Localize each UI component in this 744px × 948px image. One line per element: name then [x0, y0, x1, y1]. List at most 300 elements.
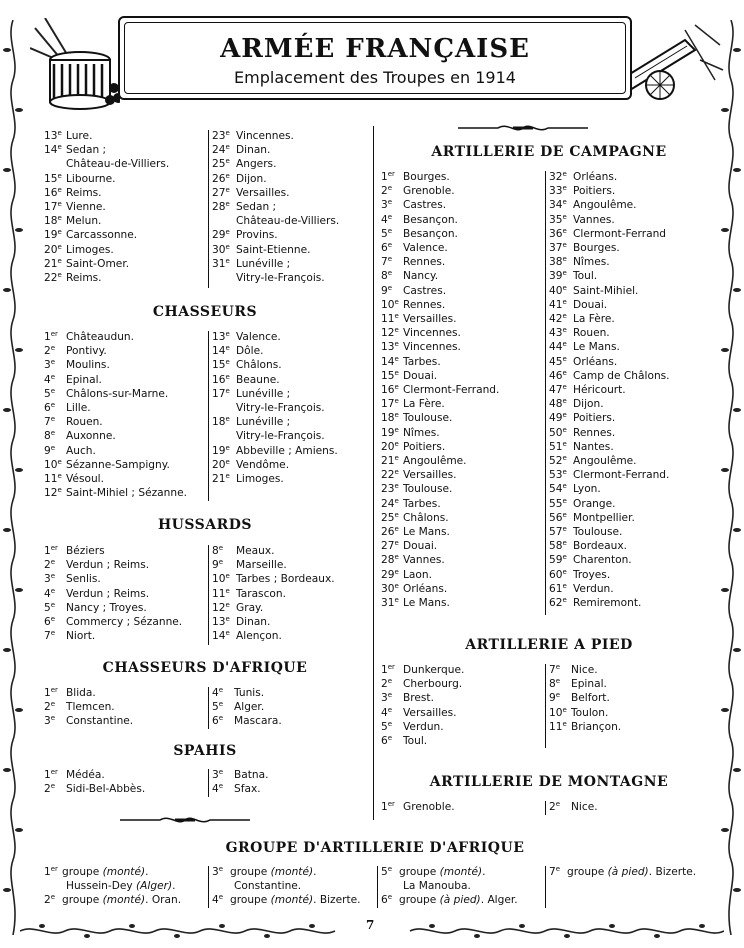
list-item — [212, 129, 339, 143]
group-number: 2e — [44, 893, 56, 907]
garrison-location: Sedan ; — [66, 144, 107, 157]
garrison-location: Vitry-le-François. — [236, 430, 325, 443]
regiment-number: 11e — [44, 472, 62, 486]
list-item — [212, 686, 282, 700]
garrison-location: Gray. — [236, 601, 264, 614]
artillerie-pied-col1 — [381, 663, 464, 748]
flourish-ornament-icon — [458, 122, 588, 134]
regiment-number: 7e — [44, 415, 56, 429]
list-item — [44, 129, 169, 143]
regiment-number: 14e — [212, 344, 230, 358]
garrison-location: Versailles. — [236, 186, 290, 199]
regiment-number: 18e — [212, 415, 230, 429]
regiment-number: 31e — [212, 256, 230, 270]
list-item — [212, 615, 335, 629]
list-item — [381, 865, 518, 879]
list-item — [381, 326, 499, 340]
list-item — [44, 615, 182, 629]
list-item — [44, 257, 169, 271]
garrison-location: Constantine. — [66, 715, 134, 728]
list-item — [44, 601, 182, 615]
regiment-number: 29e — [212, 228, 230, 242]
chasseurs-col2 — [212, 330, 338, 486]
list-item — [549, 326, 670, 340]
regiment-number: 55e — [549, 496, 567, 510]
garrison-location: Le Mans. — [403, 597, 450, 610]
regiment-number: 4e — [381, 212, 393, 226]
list-item — [44, 444, 187, 458]
regiment-number: 5e — [44, 386, 56, 400]
garrison-location: La Fère. — [573, 313, 615, 326]
list-item — [212, 865, 361, 879]
garrison-location: Montpellier. — [573, 511, 635, 524]
regiment-number: 7e — [44, 629, 56, 643]
list-item — [212, 768, 269, 782]
list-item — [549, 383, 670, 397]
regiment-number: 45e — [549, 354, 567, 368]
regiment-number: 16e — [381, 383, 399, 397]
list-item — [549, 340, 670, 354]
garrison-location: Orange. — [573, 497, 616, 510]
list-item — [549, 255, 670, 269]
group-text: groupe — [62, 894, 103, 907]
group-number: 7e — [549, 865, 561, 878]
garrison-location: Poitiers. — [403, 440, 446, 453]
list-item — [44, 700, 133, 714]
list-item — [549, 497, 670, 511]
garrison-location: Saint-Mihiel ; Sézanne. — [66, 487, 187, 500]
section-title-chasseurs: CHASSEURS — [152, 304, 258, 320]
group-text: groupe — [399, 866, 440, 878]
list-item — [381, 411, 499, 425]
list-item — [381, 525, 499, 539]
regiment-number: 21e — [44, 256, 62, 270]
garrison-location: Charenton. — [573, 554, 632, 567]
garrison-location: Le Mans. — [403, 526, 450, 539]
regiment-number: 58e — [549, 539, 567, 553]
garrison-location: Cherbourg. — [403, 678, 463, 691]
list-item — [549, 411, 670, 425]
regiment-number: 43e — [549, 326, 567, 340]
garrison-location: Vannes. — [403, 554, 445, 567]
list-item — [549, 468, 670, 482]
regiment-number: 5e — [381, 719, 393, 733]
garrison-location: Dinan. — [236, 616, 271, 629]
garrison-location: Douai. — [403, 369, 438, 382]
list-item — [44, 186, 169, 200]
garrison-location: Orléans. — [573, 355, 618, 368]
garrison-location: Lunéville ; — [236, 257, 291, 270]
group-location: . — [145, 866, 149, 878]
regiment-number: 2e — [44, 344, 56, 358]
list-item — [381, 596, 499, 610]
list-item — [44, 157, 169, 171]
list-item — [549, 269, 670, 283]
garrison-location: Héricourt. — [573, 384, 626, 397]
list-item — [549, 539, 670, 553]
regiment-number: 15e — [44, 171, 62, 185]
garrison-location: Saint-Omer. — [66, 257, 130, 270]
garrison-location: Mascara. — [234, 715, 282, 728]
regiment-number: 2e — [44, 782, 56, 796]
garrison-location: Tlemcen. — [66, 701, 115, 714]
list-item — [212, 358, 338, 372]
regiment-number: 15e — [212, 358, 230, 372]
regiment-number: 14e — [381, 354, 399, 368]
garrison-location: Vannes. — [573, 213, 615, 226]
garrison-location: Angoulême. — [573, 199, 637, 212]
list-item — [549, 227, 670, 241]
garrison-location: Châlons-sur-Marne. — [66, 387, 169, 400]
regiment-number: 25e — [381, 510, 399, 524]
garrison-location: Grenoble. — [403, 801, 455, 813]
garrison-location: Angers. — [236, 158, 277, 171]
garrison-location: Senlis. — [66, 573, 101, 586]
list-item — [212, 243, 339, 257]
group-location: . Bizerte. — [648, 866, 697, 878]
regiment-number: 1er — [44, 544, 58, 557]
regiment-number: 9e — [44, 443, 56, 457]
page-title: ARMÉE FRANÇAISE — [220, 34, 530, 64]
list-item — [44, 768, 145, 782]
garrison-location: Sézanne-Sampigny. — [66, 458, 170, 471]
regiment-number: 20e — [381, 439, 399, 453]
regiment-number: 26e — [212, 171, 230, 185]
garrison-location: Douai. — [403, 540, 438, 553]
list-item — [44, 429, 187, 443]
regiment-number: 8e — [44, 429, 56, 443]
list-item — [549, 865, 696, 879]
garrison-location: Angoulême. — [403, 455, 467, 468]
chasseurs-col1 — [44, 330, 187, 500]
list-item — [381, 511, 499, 525]
garrison-location: Valence. — [403, 242, 448, 255]
regiment-number: 12e — [381, 326, 399, 340]
regiment-number: 2e — [44, 700, 56, 714]
regiment-number: 7e — [381, 255, 393, 269]
chasseurs-afrique-col1 — [44, 686, 133, 729]
garrison-location: Pontivy. — [66, 345, 107, 358]
regiment-number: 6e — [381, 734, 393, 748]
regiment-number: 10e — [381, 297, 399, 311]
group-text: La Manouba. — [403, 880, 471, 893]
list-item — [549, 596, 670, 610]
garrison-location: Carcassonne. — [66, 229, 138, 242]
garrison-location: Briançon. — [571, 720, 622, 733]
regiment-number: 30e — [212, 242, 230, 256]
artillerie-pied-col2 — [549, 663, 621, 734]
garrison-location: Limoges. — [236, 473, 284, 486]
list-item — [44, 472, 187, 486]
spahis-separator — [208, 769, 209, 797]
list-item — [381, 227, 499, 241]
regiment-number: 19e — [381, 425, 399, 439]
garrison-location: Meaux. — [236, 545, 275, 557]
list-item — [44, 401, 187, 415]
group-text: Constantine. — [234, 880, 302, 893]
garrison-location: Châlons. — [403, 511, 449, 524]
garrison-location: Provins. — [236, 229, 278, 242]
regiment-number: 51e — [549, 439, 567, 453]
list-item — [44, 879, 181, 893]
regiment-number: 9e — [549, 691, 561, 705]
regiment-number: 24e — [381, 496, 399, 510]
list-item — [549, 525, 670, 539]
list-item — [381, 582, 499, 596]
regiment-number: 1er — [44, 686, 58, 699]
list-item — [212, 143, 339, 157]
list-item — [549, 312, 670, 326]
list-item — [549, 482, 670, 496]
garrison-location: Versailles. — [403, 706, 457, 719]
regiment-number: 47e — [549, 383, 567, 397]
garrison-location: Toul. — [573, 270, 598, 283]
list-item — [212, 257, 339, 271]
regiment-number: 23e — [381, 482, 399, 496]
list-item — [381, 468, 499, 482]
artillerie-campagne-col2 — [549, 170, 670, 610]
regiment-number: 17e — [212, 386, 230, 400]
regiment-number: 21e — [212, 472, 230, 486]
list-item — [212, 172, 339, 186]
garrison-location: Rennes. — [403, 298, 446, 311]
regiment-number: 27e — [381, 539, 399, 553]
list-item — [549, 800, 598, 814]
list-item — [212, 472, 338, 486]
garrison-location: Versailles. — [403, 313, 457, 326]
list-item — [381, 284, 499, 298]
list-item — [549, 170, 670, 184]
garrison-location: Auxonne. — [66, 430, 116, 443]
garrison-location: Besançon. — [403, 227, 458, 240]
list-item — [381, 440, 499, 454]
list-item — [549, 284, 670, 298]
regiment-number: 24e — [212, 143, 230, 157]
regiment-number: 39e — [549, 269, 567, 283]
garrison-location: Saint-Mihiel. — [573, 284, 639, 297]
regiment-number: 27e — [212, 185, 230, 199]
regiment-number: 46e — [549, 368, 567, 382]
groupe-afrique-col1 — [44, 865, 181, 908]
garrison-location: Troyes. — [573, 568, 611, 581]
group-location: . Oran. — [145, 894, 182, 907]
regiment-number: 49e — [549, 411, 567, 425]
list-item — [212, 587, 335, 601]
chasseurs-afrique-separator — [208, 687, 209, 729]
list-item — [212, 629, 335, 643]
regiment-number: 22e — [381, 468, 399, 482]
regiment-number: 35e — [549, 212, 567, 226]
list-item — [381, 482, 499, 496]
garrison-location: Vitry-le-François. — [236, 272, 325, 285]
garrison-location: Limoges. — [66, 243, 114, 256]
garrison-location: Nancy. — [403, 270, 439, 283]
garrison-location: Nantes. — [573, 440, 614, 453]
list-item — [549, 369, 670, 383]
list-item — [381, 539, 499, 553]
regiment-number: 10e — [44, 457, 62, 471]
list-item — [44, 893, 181, 907]
list-item — [381, 213, 499, 227]
garrison-location: Toul. — [403, 735, 428, 748]
regiment-number: 48e — [549, 397, 567, 411]
group-number: 1er — [44, 865, 58, 878]
vine-border-left — [2, 20, 24, 935]
garrison-location: Château-de-Villiers. — [66, 158, 170, 171]
garrison-location: Lyon. — [573, 483, 601, 496]
garrison-location: Libourne. — [66, 172, 116, 185]
list-item — [44, 358, 187, 372]
garrison-location: Poitiers. — [573, 412, 616, 425]
regiment-number: 12e — [212, 600, 230, 614]
regiment-number: 13e — [212, 615, 230, 629]
garrison-location: Versailles. — [403, 469, 457, 482]
garrison-location: Médéa. — [66, 769, 105, 781]
regiment-number: 2e — [549, 800, 561, 813]
artillerie-montagne-col2 — [549, 800, 598, 814]
list-item — [44, 214, 169, 228]
garrison-location: La Fère. — [403, 398, 445, 411]
list-item — [381, 706, 464, 720]
regiment-number: 18e — [44, 214, 62, 228]
garrison-location: Bordeaux. — [573, 540, 628, 553]
garrison-location: Besançon. — [403, 213, 458, 226]
regiment-number: 22e — [44, 271, 62, 285]
list-item — [44, 714, 133, 728]
garrison-location: Châlons. — [236, 359, 282, 372]
garrison-location: Reims. — [66, 272, 102, 285]
list-item — [212, 458, 338, 472]
list-item — [212, 700, 282, 714]
regiment-number: 59e — [549, 553, 567, 567]
group-type: (monté) — [102, 894, 146, 907]
list-item — [381, 312, 499, 326]
list-item — [212, 714, 282, 728]
list-item — [212, 344, 338, 358]
list-item — [212, 544, 335, 558]
garrison-location: Tarascon. — [236, 587, 286, 600]
garrison-location: Douai. — [573, 298, 608, 311]
regiment-number: 6e — [212, 714, 224, 728]
regiment-number: 1er — [44, 330, 58, 343]
list-item — [44, 686, 133, 700]
garrison-location: Lille. — [66, 402, 91, 415]
regiment-number: 36e — [549, 226, 567, 240]
regiment-number: 23e — [212, 129, 230, 142]
group-type: (monté) — [102, 866, 146, 878]
garrison-location: Rouen. — [573, 327, 610, 340]
garrison-location: Dinan. — [236, 144, 271, 157]
regiment-number: 3e — [44, 572, 56, 586]
drum-illustration-icon — [30, 18, 120, 118]
groupe-afrique-col2 — [212, 865, 361, 908]
list-item — [44, 544, 182, 558]
garrison-location: Le Mans. — [573, 341, 620, 354]
regiment-number: 29e — [381, 567, 399, 581]
regiment-number: 4e — [212, 686, 224, 699]
garrison-location: Clermont-Ferrand. — [573, 469, 670, 482]
groupe-afrique-col3 — [381, 865, 518, 908]
regiment-number: 18e — [381, 411, 399, 425]
artillerie-pied-separator — [545, 664, 546, 748]
list-item — [549, 397, 670, 411]
garrison-location: Marseille. — [236, 559, 287, 572]
group-location: . — [313, 866, 317, 878]
regiment-number: 8e — [381, 269, 393, 283]
list-item — [549, 677, 621, 691]
list-item — [212, 415, 338, 429]
garrison-location: Beaune. — [236, 373, 280, 386]
spahis-col2 — [212, 768, 269, 796]
regiment-number: 2e — [381, 184, 393, 198]
group-location: . Bizerte. — [313, 894, 361, 907]
list-item — [549, 511, 670, 525]
group-type: (monté) — [270, 866, 314, 878]
regiment-number: 56e — [549, 510, 567, 524]
garrison-location: Château-de-Villiers. — [236, 215, 340, 228]
garrison-location: Vincennes. — [403, 327, 461, 340]
group-type: (monté) — [270, 894, 314, 907]
garrison-location: Rouen. — [66, 416, 103, 429]
section-title-artillerie-campagne: ARTILLERIE DE CAMPAGNE — [431, 144, 667, 160]
garrison-location: Saint-Etienne. — [236, 243, 311, 256]
garrison-location: Laon. — [403, 568, 432, 581]
list-item — [381, 369, 499, 383]
garrison-location: Toulouse. — [403, 483, 453, 496]
garrison-location: Nîmes. — [573, 256, 610, 269]
flourish-ornament-icon — [120, 814, 250, 826]
list-item — [44, 865, 181, 879]
list-item — [381, 170, 499, 184]
list-item — [381, 340, 499, 354]
list-item — [381, 269, 499, 283]
list-item — [212, 444, 338, 458]
garrison-location: Remiremont. — [573, 597, 642, 610]
group-type: (monté) — [439, 866, 483, 878]
hussards-col1 — [44, 544, 182, 643]
garrison-location: Angoulême. — [573, 455, 637, 468]
list-item — [44, 572, 182, 586]
garrison-location: Vendôme. — [236, 458, 290, 471]
list-item — [44, 558, 182, 572]
list-item — [212, 572, 335, 586]
list-item — [549, 184, 670, 198]
regiment-number: 9e — [381, 283, 393, 297]
regiment-number: 5e — [381, 226, 393, 240]
garrison-location: Batna. — [234, 769, 269, 781]
list-item — [212, 330, 338, 344]
top-list-col1 — [44, 129, 169, 285]
regiment-number: 10e — [212, 572, 230, 586]
garrison-location: Belfort. — [571, 692, 610, 705]
list-item — [44, 243, 169, 257]
group-number: 3e — [212, 865, 224, 878]
garrison-location: Béziers — [66, 545, 105, 557]
regiment-number: 13e — [212, 330, 230, 343]
garrison-location: Alençon. — [236, 630, 282, 643]
top-list-separator — [208, 130, 209, 288]
group-text: groupe — [230, 894, 271, 907]
list-item — [212, 157, 339, 171]
regiment-number: 3e — [44, 714, 56, 728]
garrison-location: Vincennes. — [403, 341, 461, 354]
groupe-afrique-separator-1 — [208, 866, 209, 908]
regiment-number: 60e — [549, 567, 567, 581]
regiment-number: 19e — [44, 228, 62, 242]
garrison-location: Sfax. — [234, 783, 261, 796]
regiment-number: 16e — [44, 185, 62, 199]
hussards-separator — [208, 545, 209, 645]
